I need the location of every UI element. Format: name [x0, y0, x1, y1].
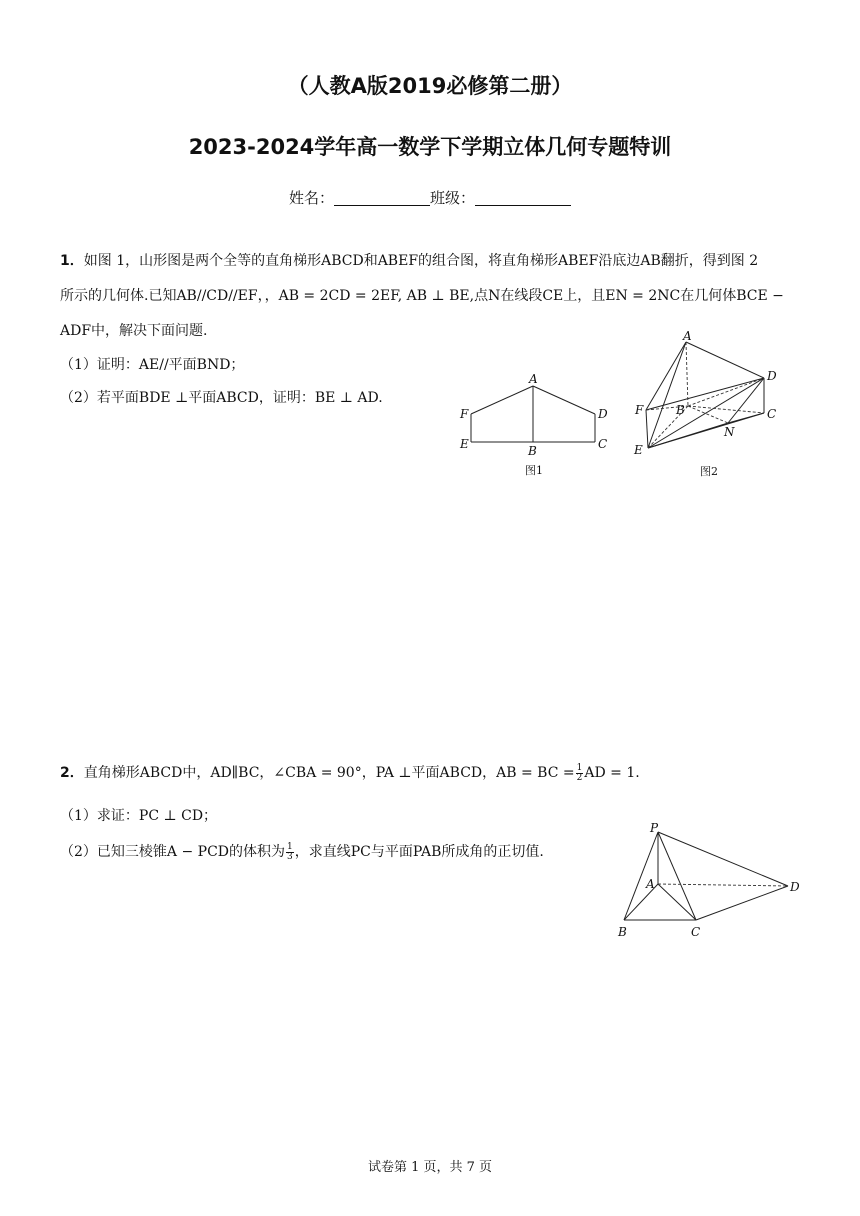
fig2-label-d: D [767, 369, 777, 383]
q1-line-2: 所示的几何体.已知AB//CD//EF，，AB = 2CD = 2EF, AB ⊥ BE,点N在线段CE上，且EN = 2NC在几何体BCE − [60, 288, 784, 304]
q2-part-2 [60, 835, 544, 870]
name-label: 姓名： [288, 189, 334, 207]
fig2-label-e: E [634, 443, 643, 457]
q2-line-1 [60, 756, 640, 791]
fig1-caption: 图1 [525, 464, 543, 477]
q2-fraction-third [286, 843, 294, 862]
q2-part-2-pre: （2）已知三棱锥A − PCD的体积为 [60, 844, 286, 860]
page-footer: 试卷第 1 页，共 7 页 [367, 1160, 493, 1175]
q2-frac2-num: 1 [287, 841, 293, 852]
fig3-label-p: P [650, 821, 659, 835]
q2-part-2-post: ，求直线PC与平面PAB所成角的正切值. [294, 844, 544, 860]
fig3-label-c: C [691, 925, 701, 939]
q2-frac2-den: 3 [287, 851, 293, 862]
q2-text-1: 直角梯形ABCD中，AD∥BC，∠CBA = 90°，PA ⊥平面ABCD，AB = BC = [83, 765, 575, 781]
q2-figure [612, 818, 812, 942]
class-blank[interactable] [475, 191, 571, 206]
q2-number: 2． [60, 765, 84, 781]
q1-part-1: （1）证明：AE//平面BND； [60, 357, 245, 373]
q2-frac1-num: 1 [576, 762, 583, 773]
fig1-label-d: D [598, 407, 608, 421]
q1-figure-1 [455, 368, 615, 480]
q1-part-2: （2）若平面BDE ⊥平面ABCD，证明：BE ⊥ AD. [60, 390, 383, 406]
name-blank[interactable] [334, 191, 430, 206]
title-line-1: （人教A版2019必修第二册） [287, 74, 573, 98]
fig2-label-b: B [676, 403, 685, 417]
title-line-2: 2023-2024学年高一数学下学期立体几何专题特训 [188, 135, 672, 159]
fig2-label-n: N [724, 425, 735, 439]
q2-text-1-end: AD = 1. [584, 765, 640, 781]
fig2-label-c: C [767, 407, 777, 421]
fig2-caption: 图2 [700, 465, 718, 478]
fig2-label-a: A [683, 330, 692, 343]
fig3-label-a: A [646, 877, 655, 891]
q1-line-3: ADF中，解决下面问题. [60, 323, 208, 339]
fig1-label-e: E [460, 437, 469, 451]
fig1-label-f: F [460, 407, 469, 421]
q2-frac1-den: 2 [576, 772, 583, 783]
q1-number: 1． [60, 253, 84, 269]
q1-line-1 [60, 244, 758, 279]
fig3-label-b: B [618, 925, 627, 939]
q2-fraction-half [576, 764, 584, 783]
q1-figure-2 [628, 330, 788, 480]
fig1-label-c: C [598, 437, 608, 451]
q1-text-1: 如图 1，山形图是两个全等的直角梯形ABCD和ABEF的组合图，将直角梯形ABEF沿底边AB翻折，得到图 2 [83, 253, 759, 269]
name-class-line [0, 187, 860, 208]
q2-part-1: （1）求证：PC ⊥ CD； [60, 808, 218, 824]
class-label: 班级： [430, 189, 476, 207]
fig2-label-f: F [635, 403, 644, 417]
fig1-label-a: A [529, 372, 538, 386]
fig1-label-b: B [528, 444, 537, 458]
fig3-label-d: D [790, 880, 800, 894]
